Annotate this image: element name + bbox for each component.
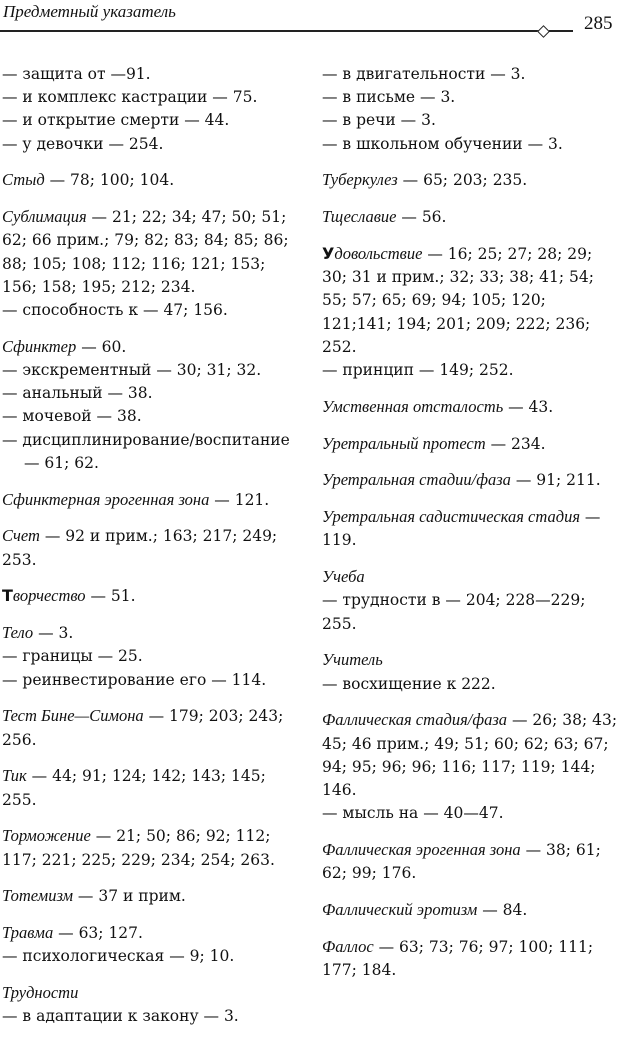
page-refs: — 119. [322,508,601,550]
index-term [322,507,580,526]
index-entry [2,205,302,322]
term-text: довольствие [334,244,423,263]
index-entry [2,335,302,475]
index-entry [2,488,302,512]
entry-heading [2,584,302,608]
term-text: Уретральный протест [322,433,486,453]
term-text: Сфинктер [2,336,77,356]
index-entry [2,921,302,968]
index-term [322,470,511,489]
term-text: Тщеславие [322,207,397,227]
term-text: Стыд [2,170,45,190]
term-text: Тело [2,623,34,643]
index-term [322,710,507,729]
drop-letter: Т [2,586,13,606]
index-entry [2,704,302,751]
page-refs: — 3. [33,624,74,643]
entry-heading [322,648,618,672]
entry-heading [322,708,618,802]
index-term [2,766,27,785]
page-refs: — 60. [76,337,127,356]
index-term [322,900,477,919]
entry-heading [2,205,302,299]
index-term [322,434,486,453]
index-column-left [2,63,302,1041]
diamond-ornament-icon [537,25,550,38]
sub-entry: — в письме — 3. [322,88,456,107]
index-entry [322,242,618,382]
page-refs: — 16; 25; 27; 28; 29; 30; 31 и прим.; 32; 33; 38; 41; 54; 55; 57; 65; 69; 94; 105; 120; 121;141; 194; 201; 209; 222; 236; 252. [322,245,594,356]
index-entry [2,764,302,811]
term-text: Умственная отсталость [322,396,504,416]
page-header [0,0,620,46]
index-term [322,840,521,859]
page-refs: — 179; 203; 243; 256. [2,707,284,749]
term-text: Учеба [322,567,365,587]
index-column-right [322,63,618,995]
entry-heading [322,205,618,229]
term-text: Уретральная садистическая стадия [322,507,580,527]
page-refs: — 38; 61; 62; 99; 176. [322,841,601,883]
term-text: Трудности [2,983,79,1003]
term-text: Фаллос [322,936,374,956]
sub-entry: — и открытие смерти — 44. [2,111,230,130]
sub-entry: — способность к — 47; 156. [2,301,228,320]
entry-heading [322,898,618,922]
sub-entry: — психологическая — 9; 10. [2,947,235,966]
term-text: Сублимация [2,207,87,227]
index-entry [2,168,302,192]
index-term [2,623,33,642]
sub-entry: — анальный — 38. [2,384,153,403]
sub-entry: — мысль на — 40—47. [322,804,504,823]
page-refs: — 37 и прим. [73,887,186,906]
page-refs: — 63; 127. [53,924,143,943]
index-entry [2,63,302,156]
index-entry [322,565,618,636]
entry-heading [2,981,302,1005]
page-refs: — 26; 38; 43; 45; 46 прим.; 49; 51; 60; 62; 63; 67; 94; 95; 96; 96; 116; 117; 119; 144; 146. [322,711,618,800]
page-refs: — 44; 91; 124; 142; 143; 145; 255. [2,767,266,809]
index-entry [322,205,618,229]
entry-heading [322,242,618,359]
page-refs: — 43. [503,397,554,416]
index-entry [2,824,302,871]
header-rule-end [549,30,573,32]
page-refs: — 234. [485,434,546,453]
index-term [2,886,73,905]
index-entry [2,621,302,692]
sub-entry: — трудности в — 204; 228—229; 255. [322,591,586,633]
page-refs: — 21; 50; 86; 92; 112; 117; 221; 225; 229; 234; 254; 263. [2,827,275,869]
page-refs: — 121. [209,490,270,509]
index-term [322,937,374,956]
index-term [322,244,422,263]
entry-heading [2,488,302,512]
index-term [322,650,383,669]
sub-entry: — реинвестирование его — 114. [2,670,267,689]
term-text: Учитель [322,650,383,670]
entry-heading [2,621,302,645]
entry-heading [2,168,302,192]
index-entry [322,63,618,156]
index-term [322,207,396,226]
index-entry [2,584,302,608]
index-entry [322,505,618,552]
sub-entry: — принцип — 149; 252. [322,361,514,380]
index-term [2,706,144,725]
index-term [2,207,87,226]
index-term [2,983,78,1002]
index-term [2,826,91,845]
index-entry [2,981,302,1028]
index-entry [322,168,618,192]
sub-entry: — дисциплинирование/воспитание [2,430,290,449]
entry-heading [322,505,618,552]
sub-entry: — в школьном обучении — 3. [322,134,563,153]
term-text: Уретральная стадии/фаза [322,470,511,490]
index-term [2,337,76,356]
index-term [322,397,503,416]
entry-heading [2,524,302,571]
index-term [2,923,53,942]
sub-entry: — восхищение к 222. [322,674,496,693]
entry-heading [322,468,618,492]
page-refs: — 63; 73; 76; 97; 100; 111; 177; 184. [322,937,594,980]
entry-heading [2,884,302,908]
term-text: Тик [2,766,27,786]
index-entry [2,524,302,571]
index-entry [322,395,618,419]
term-text: Счет [2,526,40,546]
term-text: ворчество [12,586,86,606]
index-entry [322,708,618,825]
sub-entry: — защита от —91. [2,65,151,83]
sub-entry: — мочевой — 38. [2,407,142,426]
index-term [2,526,40,545]
term-text: Сфинктерная эрогенная зона [2,489,210,509]
index-entry [322,648,618,695]
index-term [2,170,45,189]
sub-entry: — границы — 25. [2,647,143,666]
term-text: Тотемизм [2,886,73,906]
entry-heading [2,335,302,359]
index-term [2,586,86,605]
entry-heading [2,921,302,945]
sub-entry: — в двигательности — 3. [322,65,526,83]
index-term [322,567,365,586]
term-text: Тест Бине—Симона [2,706,144,726]
page-refs: — 78; 100; 104. [44,171,175,190]
page-refs: — 91; 211. [510,471,601,490]
drop-letter: У [322,244,335,263]
page-refs: — 84. [477,901,528,920]
index-entry [322,468,618,492]
sub-entry: — в речи — 3. [322,111,436,130]
entry-heading [2,704,302,751]
entry-heading [322,838,618,885]
term-text: Туберкулез [322,170,398,190]
sub-entry: — экскрементный — 30; 31; 32. [2,361,262,380]
page-refs: — 56. [396,208,447,227]
sub-entry-continued: — 61; 62. [24,453,99,472]
index-term [2,490,209,509]
entry-heading [322,935,618,982]
page-number: 285 [584,13,613,34]
sub-entry: — и комплекс кастрации — 75. [2,88,258,107]
index-entry [2,884,302,908]
index-entry [322,898,618,922]
term-text: Фаллическая эрогенная зона [322,840,521,860]
term-text: Фаллический эротизм [322,900,478,920]
entry-heading [322,168,618,192]
index-entry [322,838,618,885]
header-rule [0,30,540,32]
index-entry [322,432,618,456]
page-refs: — 92 и прим.; 163; 217; 249; 253. [2,527,278,569]
page-refs: — 21; 22; 34; 47; 50; 51; 62; 66 прим.; 79; 82; 83; 84; 85; 86; 88; 105; 108; 112; 116; 121; 153; 156; 158; 195; 212; 234. [2,208,289,296]
term-text: Фаллическая стадия/фаза [322,710,508,730]
term-text: Травма [2,923,54,943]
index-entry [322,935,618,982]
index-term [322,170,398,189]
sub-entry: — у девочки — 254. [2,134,164,153]
page-refs: — 51. [85,587,136,606]
page-refs: — 65; 203; 235. [397,171,528,190]
running-title: Предметный указатель [3,2,176,21]
term-text: Торможение [2,826,91,846]
sub-entry: — в адаптации к закону — 3. [2,1007,239,1026]
entry-heading [322,395,618,419]
entry-heading [2,824,302,871]
entry-heading [2,764,302,811]
entry-heading [322,565,618,589]
entry-heading [322,432,618,456]
